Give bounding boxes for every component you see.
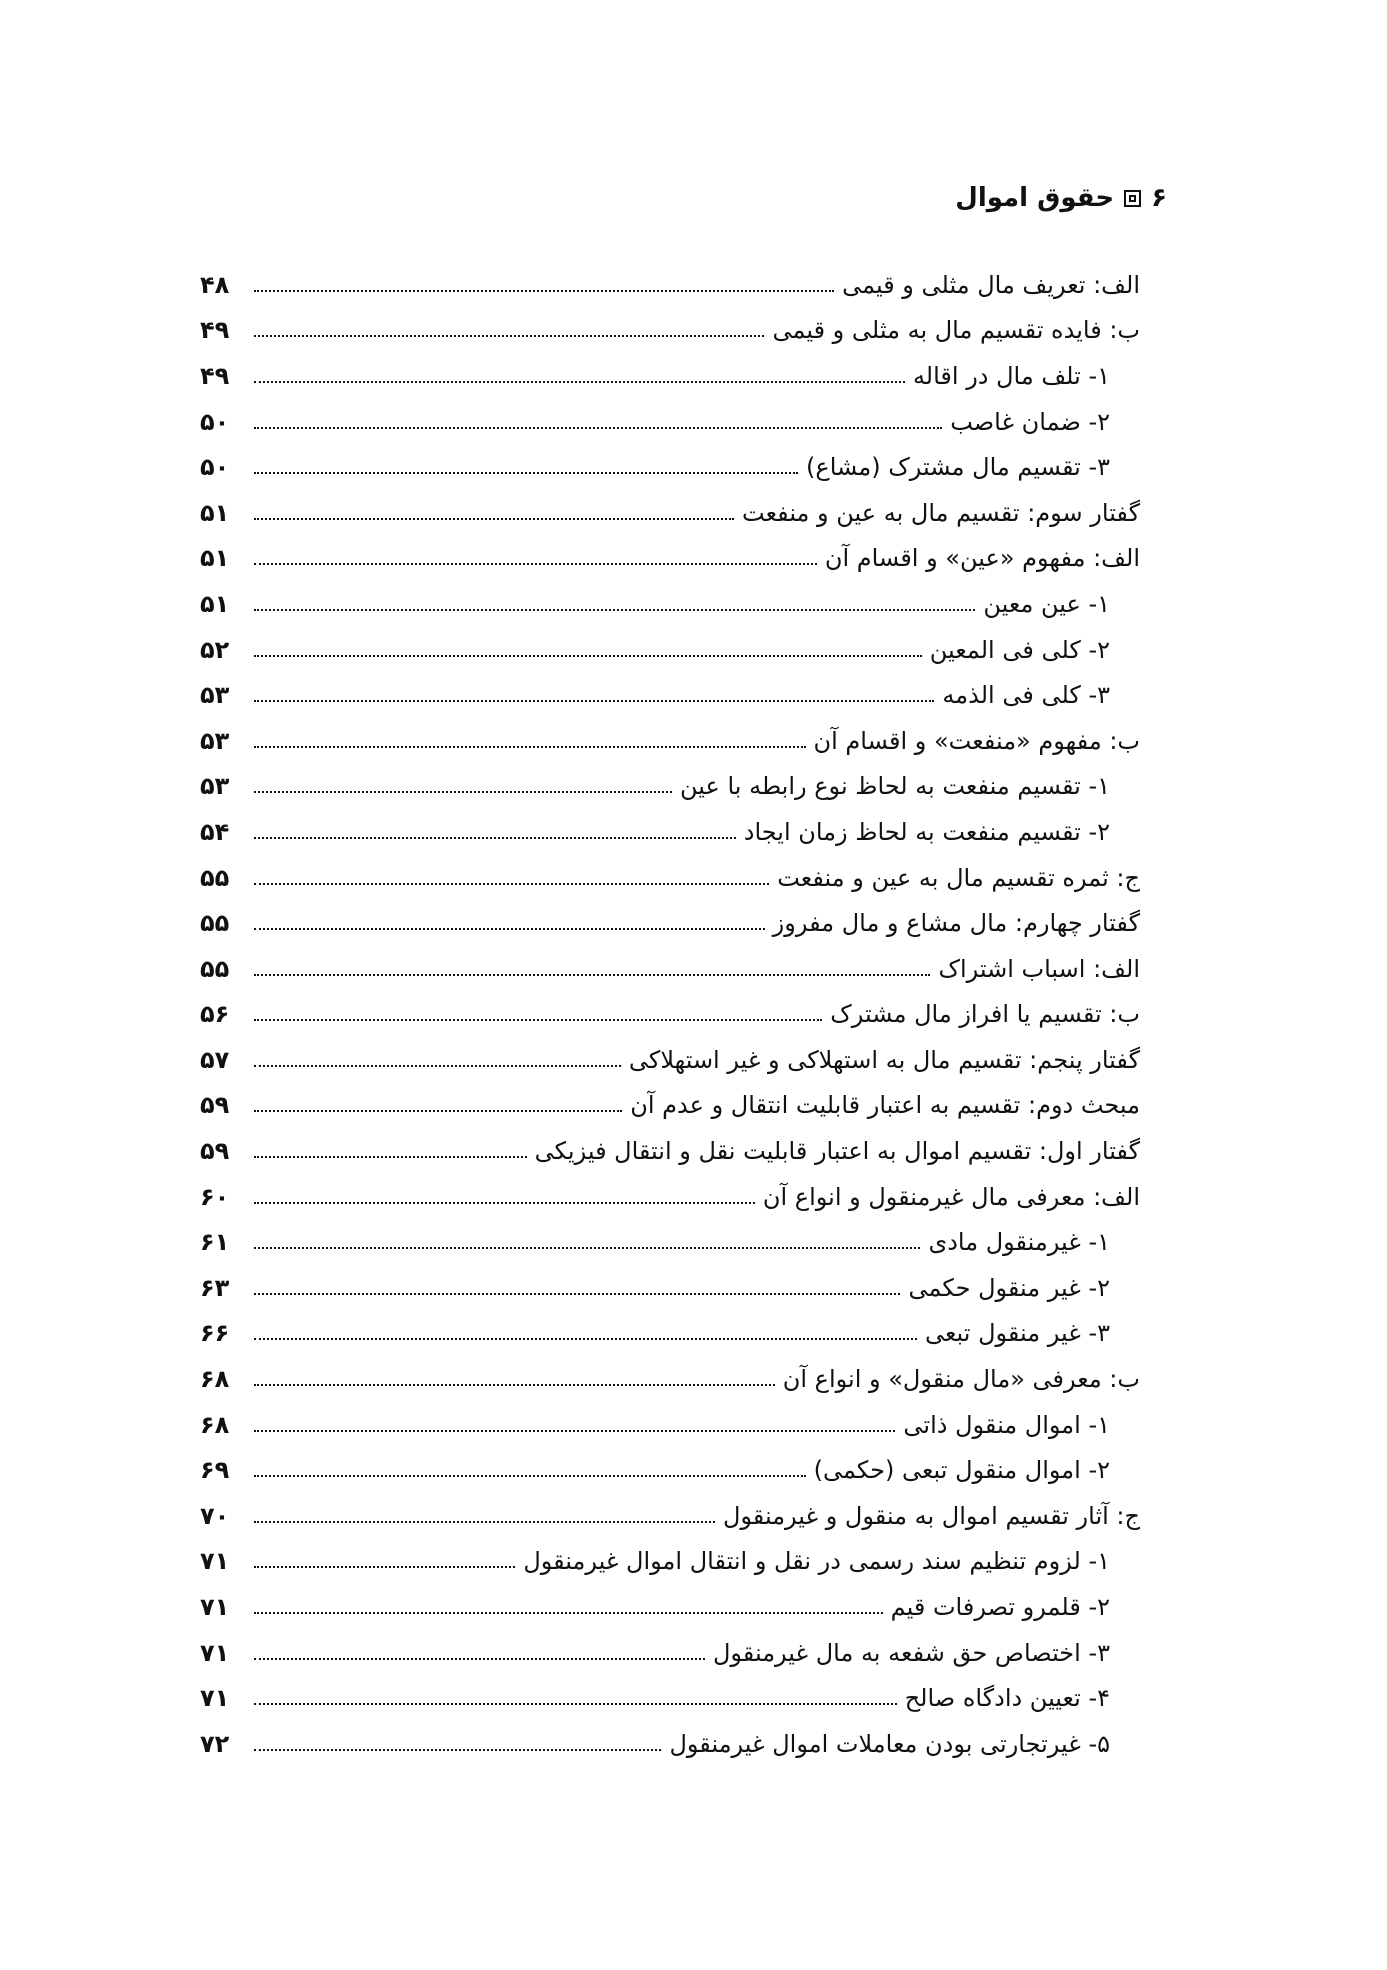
- toc-entry: [200, 1174, 1140, 1220]
- toc-entry-page: ۷۱: [200, 1593, 230, 1622]
- toc-entry: [200, 1493, 1140, 1539]
- toc-entry: [200, 1128, 1140, 1174]
- toc-entry-page: ۶۸: [200, 1410, 230, 1439]
- toc-entry-title: الف: معرفی مال غیرمنقول و انواع آن: [762, 1182, 1140, 1211]
- dot-leader: [254, 1612, 883, 1614]
- toc-entry: [200, 353, 1140, 399]
- dot-leader: [254, 1156, 527, 1158]
- dot-leader: [254, 472, 798, 474]
- dot-leader: [254, 700, 934, 702]
- toc-entry-title: ۱- عین معین: [983, 589, 1110, 618]
- toc-entry-page: ۵۰: [200, 453, 230, 482]
- running-header: [955, 183, 1167, 213]
- toc-entry-title: الف: مفهوم «عین» و اقسام آن: [824, 544, 1140, 573]
- toc-entry-title: ۱- اموال منقول ذاتی: [903, 1410, 1110, 1439]
- toc-entry: [200, 718, 1140, 764]
- toc-entry: [200, 672, 1140, 718]
- toc-entry-title: گفتار چهارم: مال مشاع و مال مفروز: [772, 909, 1140, 938]
- toc-entry-title: ج: آثار تقسیم اموال به منقول و غیرمنقول: [722, 1501, 1140, 1530]
- toc-entry-page: ۵۹: [200, 1137, 230, 1166]
- toc-entry: [200, 1447, 1140, 1493]
- toc-entry-title: گفتار اول: تقسیم اموال به اعتبار قابلیت نقل و انتقال فیزیکی: [534, 1137, 1140, 1166]
- toc-entry: [200, 1083, 1140, 1129]
- toc-entry-title: ۲- ضمان غاصب: [950, 407, 1110, 436]
- toc-entry-page: ۴۹: [200, 361, 230, 390]
- toc-entry-title: ۳- تقسیم مال مشترک (مشاع): [806, 453, 1110, 482]
- book-title: حقوق اموال: [955, 183, 1115, 213]
- toc-entry-title: ۲- قلمرو تصرفات قیم: [890, 1593, 1110, 1622]
- toc-entry: [200, 1356, 1140, 1402]
- toc-entry-page: ۵۴: [200, 817, 230, 846]
- dot-leader: [254, 1521, 715, 1523]
- dot-leader: [254, 1475, 806, 1477]
- dot-leader: [254, 1566, 515, 1568]
- dot-leader: [254, 837, 736, 839]
- toc-entry-page: ۷۲: [200, 1729, 230, 1758]
- toc-entry: [200, 581, 1140, 627]
- dot-leader: [254, 974, 930, 976]
- toc-entry-title: ۲- تقسیم منفعت به لحاظ زمان ایجاد: [743, 817, 1110, 846]
- toc-entry: [200, 536, 1140, 582]
- toc-entry: [200, 262, 1140, 308]
- toc-entry-page: ۷۰: [200, 1501, 230, 1530]
- table-of-contents: [200, 262, 1140, 1767]
- toc-entry: [200, 490, 1140, 536]
- toc-entry: [200, 1584, 1140, 1630]
- toc-entry-title: ب: مفهوم «منفعت» و اقسام آن: [813, 726, 1140, 755]
- dot-leader: [254, 1430, 895, 1432]
- dot-leader: [254, 1019, 822, 1021]
- toc-entry-page: ۵۲: [200, 635, 230, 664]
- toc-entry: [200, 1721, 1140, 1767]
- toc-entry-title: الف: اسباب اشتراک: [938, 954, 1140, 983]
- toc-entry-page: ۷۱: [200, 1547, 230, 1576]
- toc-entry: [200, 946, 1140, 992]
- toc-entry-page: ۵۱: [200, 589, 230, 618]
- toc-entry-page: ۵۵: [200, 954, 230, 983]
- toc-entry-page: ۴۸: [200, 270, 230, 299]
- toc-entry-title: ۲- کلی فی المعین: [929, 635, 1110, 664]
- toc-entry-title: ۱- تقسیم منفعت به لحاظ نوع رابطه با عین: [680, 772, 1110, 801]
- toc-entry-title: ۳- اختصاص حق شفعه به مال غیرمنقول: [712, 1638, 1110, 1667]
- toc-entry-title: ۳- غیر منقول تبعی: [924, 1319, 1110, 1348]
- toc-entry-page: ۵۹: [200, 1091, 230, 1120]
- toc-entry: [200, 900, 1140, 946]
- dot-leader: [254, 1065, 621, 1067]
- toc-entry-page: ۵۱: [200, 498, 230, 527]
- toc-entry: [200, 444, 1140, 490]
- dot-leader: [254, 1293, 900, 1295]
- toc-entry-title: گفتار پنجم: تقسیم مال به استهلاکی و غیر استهلاکی: [628, 1045, 1140, 1074]
- toc-entry-page: ۶۹: [200, 1456, 230, 1485]
- toc-entry-title: گفتار سوم: تقسیم مال به عین و منفعت: [742, 498, 1140, 527]
- toc-entry-title: ۱- لزوم تنظیم سند رسمی در نقل و انتقال اموال غیرمنقول: [523, 1547, 1110, 1576]
- dot-leader: [254, 791, 672, 793]
- toc-entry-page: ۵۱: [200, 544, 230, 573]
- toc-entry: [200, 308, 1140, 354]
- toc-entry-title: ج: ثمره تقسیم مال به عین و منفعت: [777, 863, 1140, 892]
- toc-entry-page: ۶۶: [200, 1319, 230, 1348]
- toc-entry: [200, 855, 1140, 901]
- toc-entry-page: ۵۵: [200, 909, 230, 938]
- toc-entry-page: ۶۳: [200, 1273, 230, 1302]
- toc-entry-title: ب: فایده تقسیم مال به مثلی و قیمی: [772, 316, 1140, 345]
- toc-entry-title: ۱- غیرمنقول مادی: [928, 1228, 1110, 1257]
- toc-entry-page: ۶۸: [200, 1365, 230, 1394]
- dot-leader: [254, 427, 942, 429]
- dot-leader: [254, 563, 817, 565]
- toc-entry-page: ۷۱: [200, 1684, 230, 1713]
- toc-entry-page: ۷۱: [200, 1638, 230, 1667]
- dot-leader: [254, 746, 806, 748]
- dot-leader: [254, 883, 769, 885]
- toc-entry-title: ۲- غیر منقول حکمی: [908, 1273, 1110, 1302]
- dot-leader: [254, 1202, 755, 1204]
- dot-leader: [254, 1110, 622, 1112]
- toc-entry-title: ۲- اموال منقول تبعی (حکمی): [813, 1456, 1110, 1485]
- toc-entry: [200, 1630, 1140, 1676]
- toc-entry: [200, 1402, 1140, 1448]
- dot-leader: [254, 381, 905, 383]
- page-number: ۶: [1151, 183, 1167, 213]
- toc-entry: [200, 1539, 1140, 1585]
- dot-leader: [254, 518, 734, 520]
- toc-entry-title: الف: تعریف مال مثلی و قیمی: [842, 270, 1140, 299]
- toc-entry: [200, 399, 1140, 445]
- toc-entry: [200, 764, 1140, 810]
- dot-leader: [254, 1703, 897, 1705]
- toc-entry: [200, 1219, 1140, 1265]
- toc-entry-page: ۶۰: [200, 1182, 230, 1211]
- dot-leader: [254, 655, 922, 657]
- toc-entry-page: ۵۵: [200, 863, 230, 892]
- toc-entry-title: ب: تقسیم یا افراز مال مشترک: [830, 1000, 1140, 1029]
- toc-entry-title: ۱- تلف مال در اقاله: [912, 361, 1110, 390]
- toc-entry-page: ۵۳: [200, 681, 230, 710]
- dot-leader: [254, 335, 764, 337]
- dot-leader: [254, 1658, 705, 1660]
- toc-entry-page: ۴۹: [200, 316, 230, 345]
- toc-entry-title: ۴- تعیین دادگاه صالح: [904, 1684, 1110, 1713]
- toc-entry: [200, 1675, 1140, 1721]
- toc-entry-title: ۳- کلی فی الذمه: [942, 681, 1110, 710]
- toc-entry-page: ۵۶: [200, 1000, 230, 1029]
- toc-entry-title: مبحث دوم: تقسیم به اعتبار قابلیت انتقال و عدم آن: [630, 1091, 1140, 1120]
- toc-entry-page: ۵۳: [200, 772, 230, 801]
- dot-leader: [254, 928, 765, 930]
- toc-entry: [200, 1265, 1140, 1311]
- dot-leader: [254, 1338, 917, 1340]
- toc-entry-page: ۵۰: [200, 407, 230, 436]
- dot-leader: [254, 290, 834, 292]
- toc-entry: [200, 1037, 1140, 1083]
- toc-entry: [200, 627, 1140, 673]
- toc-entry: [200, 992, 1140, 1038]
- toc-entry-page: ۶۱: [200, 1228, 230, 1257]
- dot-leader: [254, 609, 975, 611]
- dot-leader: [254, 1247, 920, 1249]
- boxed-square-icon: [1124, 190, 1141, 207]
- toc-entry-page: ۵۳: [200, 726, 230, 755]
- toc-entry: [200, 809, 1140, 855]
- toc-entry-title: ب: معرفی «مال منقول» و انواع آن: [782, 1365, 1140, 1394]
- dot-leader: [254, 1749, 661, 1751]
- toc-entry-title: ۵- غیرتجارتی بودن معاملات اموال غیرمنقول: [669, 1729, 1110, 1758]
- dot-leader: [254, 1384, 775, 1386]
- toc-entry: [200, 1311, 1140, 1357]
- toc-entry-page: ۵۷: [200, 1045, 230, 1074]
